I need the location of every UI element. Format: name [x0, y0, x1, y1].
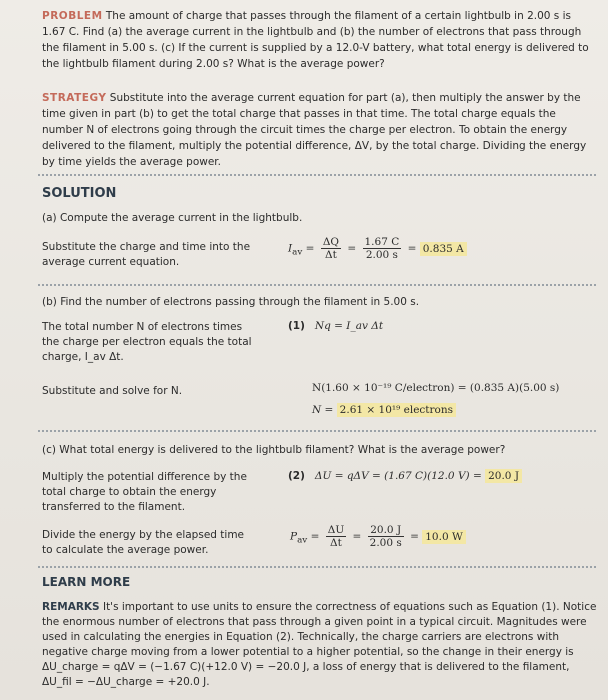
part-c-eq-lhs: P [290, 530, 298, 543]
part-c-step1-equation [288, 470, 522, 482]
part-b-step1-eq: Nq = I_av Δt [314, 320, 384, 332]
part-a-frac2 [363, 236, 402, 261]
part-a-equation: $I_{av}$ = $\frac{\Delta Q}{\Delta t}$ = $\frac{1.67 C}{2.00 s}$ = 0.835 A [288, 236, 467, 261]
part-b-heading: (b) Find the number of electrons passing through the filament in 5.00 s. [42, 296, 420, 308]
strategy-block [42, 90, 598, 170]
part-b-step1-equation [288, 320, 383, 332]
part-a-frac2-num: 1.67 C [364, 236, 400, 248]
problem-statement [42, 8, 594, 72]
remarks-label: REMARKS [42, 601, 100, 613]
part-c-frac2-num: 20.0 J [368, 524, 404, 537]
part-a-frac1-num: ΔQ [322, 236, 340, 248]
part-b-step2-equation: N(1.60 × 10⁻¹⁹ C/electron) = (0.835 A)(5.00 s) [312, 382, 560, 394]
part-a-heading: (a) Compute the average current in the lightbulb. [42, 212, 303, 224]
part-c-step1-text: Multiply the potential difference by the total charge to obtain the energy transferred to the filament. [42, 471, 247, 513]
part-a-frac1 [321, 236, 341, 261]
equation-number-1: (1) [288, 320, 305, 332]
strategy-label: STRATEGY [42, 92, 107, 104]
part-c-frac1-num: ΔU [327, 524, 345, 536]
learn-more-title: LEARN MORE [42, 575, 131, 589]
part-c-energy-answer: 20.0 J [485, 469, 522, 483]
problem-label: PROBLEM [42, 10, 103, 22]
strategy-text: Substitute into the average current equation for part (a), then multiply the answer by the time given in part (b) to get the total charge that passes in that time. The total charge equals the number N of electrons going through the circuit times the charge per electron. To obtain the energy delivered to the filament, multiply the potential difference, ΔV, by the total charge. Dividing the energy by time yields the average power. [42, 92, 587, 168]
part-c-power-answer: 10.0 W [422, 530, 466, 544]
part-c-heading: (c) What total energy is delivered to the lightbulb filament? What is the average power? [42, 444, 506, 456]
part-b-step1-text: The total number N of electrons times the charge per electron equals the total charge, I_av Δt. [42, 321, 252, 363]
part-a-frac1-den: Δt [325, 249, 337, 261]
remarks-text: It's important to use units to ensure the correctness of equations such as Equation (1). Notice the enormous number of electrons that pass through a given point in a typical circuit. Magnitudes were used in calculating the energies in Equation (2). Technically, the charge carriers are electrons with negative charge moving from a lower potential to a higher potential, so the change in their energy is ΔU_charge = qΔV = (−1.67 C)(+12.0 V) = −20.0 J, a loss of energy that is delivered to the filament, ΔU_fil = −ΔU_charge = +20.0 J. [42, 601, 597, 688]
part-a-step-text: Substitute the charge and time into the average current equation. [42, 241, 251, 268]
divider-c [38, 566, 596, 568]
part-a-answer: 0.835 A [420, 242, 467, 256]
part-c-frac2-den: 2.00 s [369, 537, 402, 549]
part-a-eq-sub: av [292, 247, 303, 258]
problem-text: The amount of charge that passes through the filament of a certain lightbulb in 2.00 s is 1.67 C. Find (a) the average current in the lightbulb and (b) the number of electrons that pass through the filament in 5.00 s. (c) If the current is supplied by a 12.0-V battery, what total energy is delivered to the lightbulb filament during 2.00 s? What is the average power? [42, 10, 589, 70]
part-b-step2-text: Substitute and solve for N. [42, 385, 183, 397]
part-c-frac2 [368, 524, 404, 549]
equation-number-2: (2) [288, 470, 305, 482]
part-a-eq-lhs: I [288, 242, 293, 255]
part-c-frac1 [326, 524, 346, 549]
part-c-eq-sub: av [297, 535, 308, 546]
part-c-step1-eq: ΔU = qΔV = (1.67 C)(12.0 V) = [314, 470, 482, 482]
part-a-frac2-den: 2.00 s [365, 249, 398, 261]
part-c-step2-equation: $P_{av}$ = $\frac{\Delta U}{\Delta t}$ = $\frac{20.0 J}{2.00 s}$ = 10.0 W [290, 524, 466, 549]
part-b-answer: 2.61 × 10¹⁹ electrons [337, 403, 456, 417]
remarks-block [42, 600, 598, 690]
part-b-result-prefix: N = [312, 404, 334, 416]
part-c-frac1-den: Δt [330, 537, 342, 549]
divider-top [38, 174, 596, 176]
solution-title: SOLUTION [42, 186, 117, 201]
divider-a [38, 284, 596, 286]
divider-b [38, 430, 596, 432]
part-c-step2-text: Divide the energy by the elapsed time to calculate the average power. [42, 529, 245, 556]
part-b-step2-result [312, 404, 456, 416]
